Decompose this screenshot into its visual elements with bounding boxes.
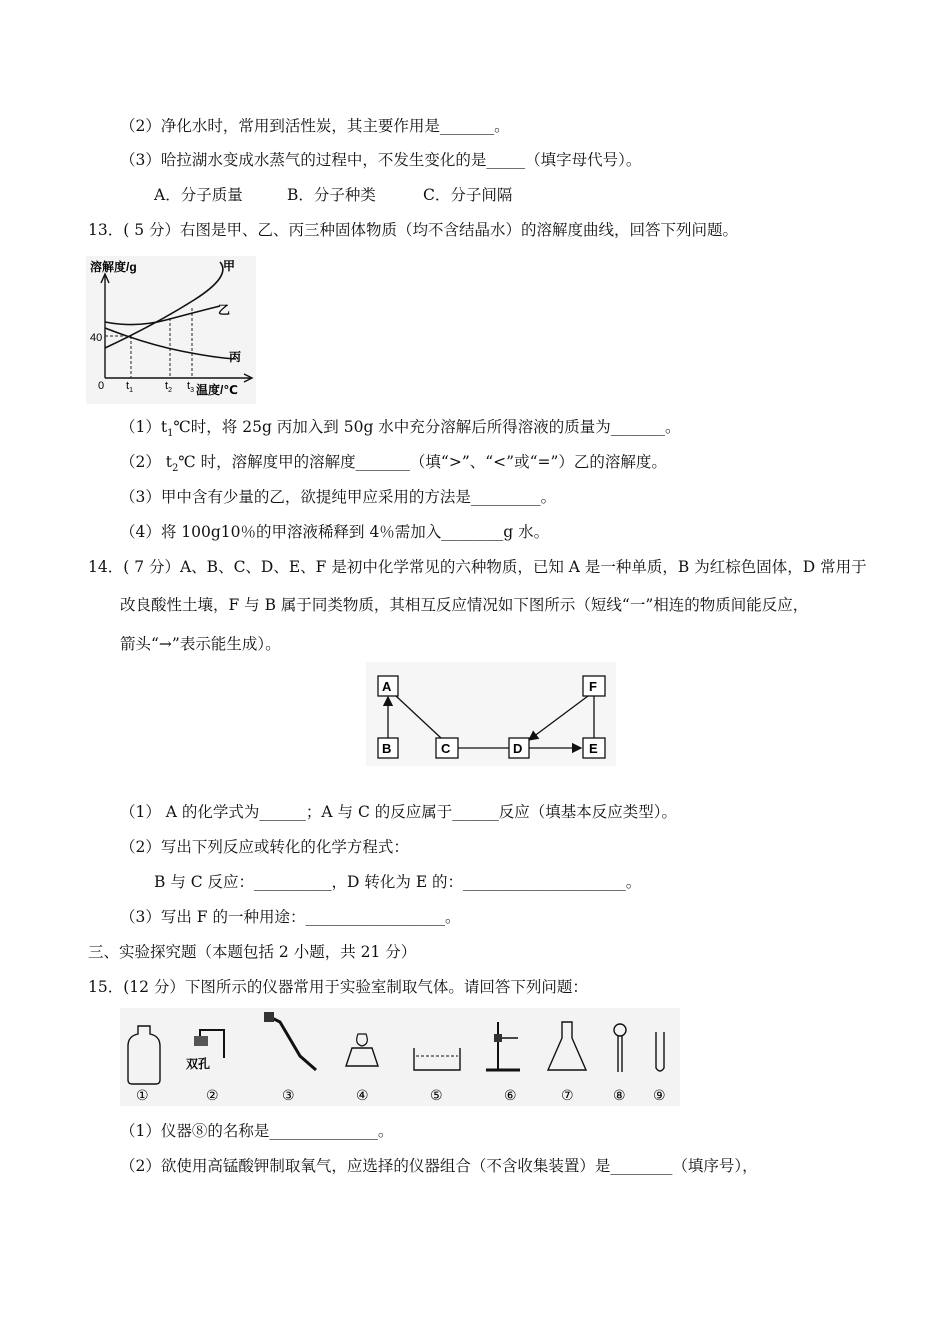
- q15-stem: 15．(12 分）下图所示的仪器常用于实验室制取气体。请回答下列问题：: [88, 978, 588, 996]
- q12-option-c: C．分子间隔: [423, 186, 513, 204]
- label-4: ④: [356, 1087, 369, 1103]
- q14-sub3: （3）写出 F 的一种用途：__________________。: [120, 908, 461, 926]
- label-yi: 乙: [218, 303, 231, 317]
- q13-stem: 13．( 5 分）右图是甲、乙、丙三种固体物质（均不含结晶水）的溶解度曲线，回答下列问题。: [88, 221, 738, 239]
- label-jia: 甲: [223, 259, 236, 273]
- q12-option-a: A．分子质量: [154, 186, 243, 204]
- shuangkong-label: 双孔: [186, 1057, 211, 1071]
- box-f-label: F: [589, 679, 597, 694]
- graph-y-tick: 40: [90, 332, 103, 344]
- label-3: ③: [282, 1087, 295, 1103]
- box-c-label: C: [441, 741, 451, 756]
- q14-stem-3: 箭头“→”表示能生成）。: [120, 635, 281, 653]
- graph-xlabel: 温度/℃: [196, 383, 238, 397]
- q14-stem-2: 改良酸性土壤，F 与 B 属于同类物质，其相互反应情况如下图所示（短线“一”相连的物质间能反应，: [120, 596, 809, 614]
- graph-ylabel: 溶解度/g: [90, 260, 137, 274]
- label-7: ⑦: [561, 1087, 574, 1103]
- box-e-label: E: [589, 741, 598, 756]
- q13-sub2: （2） $t_2℃$ 时，溶解度甲的溶解度_______（填“>”、“<”或“=”）乙的溶解度。: [120, 453, 667, 475]
- label-8: ⑧: [613, 1087, 626, 1103]
- q14-sub2-line: B 与 C 反应：__________，D 转化为 E 的：_____________________。: [154, 873, 642, 891]
- label-6: ⑥: [504, 1087, 517, 1103]
- label-bing: 丙: [229, 350, 242, 364]
- q12-option-b: B．分子种类: [287, 186, 376, 204]
- label-9: ⑨: [653, 1087, 666, 1103]
- q12-sub2: （2）净化水时，常用到活性炭，其主要作用是_______。: [120, 117, 510, 135]
- label-2: ②: [206, 1087, 219, 1103]
- graph-origin: 0: [98, 380, 105, 392]
- solubility-graph: [86, 256, 256, 404]
- graph-t3: $t_3$: [187, 380, 194, 394]
- box-b-label: B: [382, 741, 392, 756]
- q13-sub3: （3）甲中含有少量的乙，欲提纯甲应采用的方法是_________。: [120, 488, 557, 506]
- label-5: ⑤: [430, 1087, 443, 1103]
- apparatus-figure: [120, 1008, 680, 1106]
- q14-stem-1: 14．( 7 分）A、B、C、D、E、F 是初中化学常见的六种物质，已知 A 是一种单质，B 为红棕色固体，D 常用于: [88, 558, 867, 576]
- q15-sub2: （2）欲使用高锰酸钾制取氧气，应选择的仪器组合（不含收集装置）是________（填序号），: [120, 1157, 758, 1175]
- relation-diagram: [366, 662, 616, 766]
- section-3-title: 三、实验探究题（本题包括 2 小题，共 21 分）: [88, 943, 417, 961]
- box-d-label: D: [513, 741, 523, 756]
- graph-t2: $t_2$: [165, 380, 172, 394]
- graph-t1: $t_1$: [126, 380, 133, 394]
- q13-sub4: （4）将 100g10％的甲溶液稀释到 4％需加入________g 水。: [120, 523, 550, 541]
- label-1: ①: [136, 1087, 149, 1103]
- q13-sub1: $(1)t_1℃$时，将 25g 丙加入到 50g 水中充分溶解后所得溶液的质量为_______。: [120, 418, 681, 440]
- q15-sub1: （1）仪器⑧的名称是______________。: [120, 1122, 394, 1140]
- box-a-label: A: [382, 679, 392, 694]
- q14-sub2: （2）写出下列反应或转化的化学方程式：: [120, 838, 409, 856]
- q12-sub3: （3）哈拉湖水变成水蒸气的过程中，不发生变化的是_____（填字母代号）。: [120, 151, 642, 169]
- q14-sub1: （1） A 的化学式为______；A 与 C 的反应属于______反应（填基本反应类型）。: [120, 803, 677, 821]
